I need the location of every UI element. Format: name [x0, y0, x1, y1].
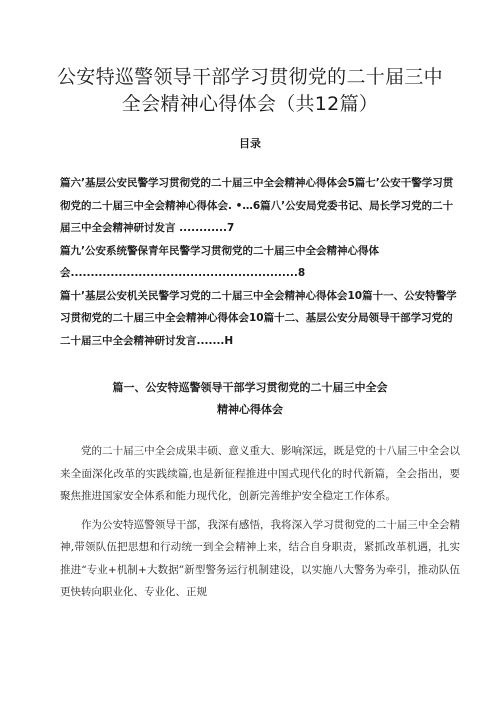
toc-paragraph: 篇九’公安系统警保青年民警学习贯彻党的二十届三中全会精神心得体会.........................................................8	[60, 244, 379, 279]
toc-heading: 目录	[239, 137, 261, 150]
section-heading	[40, 377, 460, 421]
body-paragraph: 党的二十届三中全会成果丰硕、意义重大、影响深远，既是党的十八届三中全会以来全面深化改革的实践续篇,也是新征程推进中国式现代化的时代新篇，全会指出，要聚焦推进国家安全体系和能力现代化，创新完善维护安全稳定工作体系。	[60, 445, 460, 502]
table-of-contents	[60, 172, 460, 352]
title-line-2: 全会精神心得体会（共12篇）	[121, 93, 379, 115]
title-line-1: 公安特巡警领导干部学习贯彻党的二十届三中	[56, 66, 443, 88]
section-heading-line-2: 精神心得体会	[217, 403, 283, 416]
body-paragraph: 作为公安特巡警领导干部，我深有感悟，我将深入学习贯彻党的二十届三中全会精神,带领队伍把思想和行动统一到全会精神上来，结合自身职责，紧抓改革机遇，扎实推进“专业+机制+大数据”新型警务运行机制建设，以实施八大警务为牵引，推动队伍更快转向职业化、专业化、正规	[60, 518, 460, 598]
toc-paragraph: 篇六’基层公安民警学习贯彻党的二十届三中全会精神心得体会5篇七’公安干警学习贯彻党的二十届三中全会精神心得体会. •…6篇八’公安局党委书记、局长学习党的二十届三中全会精神研讨发言 ............7	[60, 177, 454, 234]
body-text	[60, 440, 460, 610]
section-heading-line-1: 篇一、公安特巡警领导干部学习贯彻党的二十届三中全会	[112, 381, 388, 394]
document-title	[40, 64, 460, 118]
toc-paragraph: 篇十’基层公安机关民警学习党的二十届三中全会精神心得体会10篇十一、公安特警学习贯彻党的二十届三中全会精神心得体会10篇十二、基层公安分局领导干部学习党的二十届三中全会精神研讨发言.......H	[60, 289, 457, 347]
